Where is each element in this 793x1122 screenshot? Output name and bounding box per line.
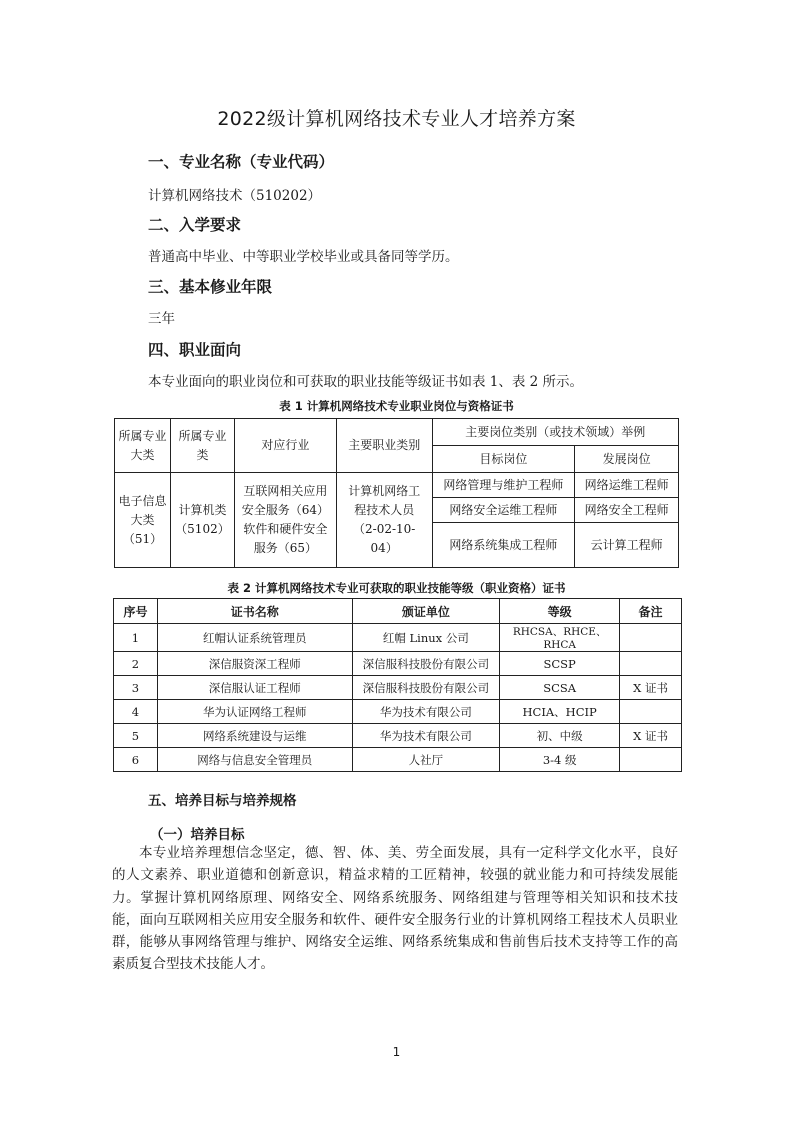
t2-cell: 人社厅 (352, 748, 500, 772)
t2-cell (620, 748, 682, 772)
t1-header-dev: 发展岗位 (575, 446, 679, 473)
t1-target-3: 网络系统集成工程师 (432, 523, 575, 568)
t2-cell: 深信服资深工程师 (157, 652, 352, 676)
section-3-heading: 三、基本修业年限 (148, 278, 273, 296)
t2-header-no: 序号 (114, 599, 158, 624)
t2-cell: 5 (114, 724, 158, 748)
t1-major-class: 计算机类（5102） (170, 473, 234, 568)
t1-dev-1: 网络运维工程师 (575, 473, 679, 498)
section-4-heading: 四、职业面向 (148, 341, 242, 359)
t2-cell: 深信服认证工程师 (157, 676, 352, 700)
t2-cell: 1 (114, 624, 158, 652)
t1-header-major-category: 所属专业大类 (115, 419, 171, 473)
t2-cell: 华为技术有限公司 (352, 700, 500, 724)
t2-cell: 红帽认证系统管理员 (157, 624, 352, 652)
table-row (114, 724, 682, 748)
t1-header-occupation: 主要职业类别 (336, 419, 432, 473)
table-row (114, 748, 682, 772)
t2-cell: 6 (114, 748, 158, 772)
table-row (114, 624, 682, 652)
t2-cell: 红帽 Linux 公司 (352, 624, 500, 652)
table-1-caption: 表 1 计算机网络技术专业职业岗位与资格证书 (279, 399, 514, 413)
t2-cell: 3 (114, 676, 158, 700)
page-number: 1 (392, 1045, 401, 1059)
t1-target-2: 网络安全运维工程师 (432, 498, 575, 523)
t2-header-issuer: 颁证单位 (352, 599, 500, 624)
t2-cell: 网络与信息安全管理员 (157, 748, 352, 772)
t2-cell (620, 700, 682, 724)
t2-cell: HCIA、HCIP (500, 700, 620, 724)
section-1-body: 计算机网络技术（510202） (148, 188, 322, 204)
table-2 (113, 598, 682, 772)
t2-cell: X 证书 (620, 724, 682, 748)
t1-dev-2: 网络安全工程师 (575, 498, 679, 523)
table-row (114, 652, 682, 676)
t2-cell (620, 624, 682, 652)
t2-cell: 4 (114, 700, 158, 724)
t2-cell: 3-4 级 (500, 748, 620, 772)
t1-major-category: 电子信息大类（51） (115, 473, 171, 568)
table-row (114, 700, 682, 724)
t2-cell: 深信服科技股份有限公司 (352, 676, 500, 700)
t2-cell: 华为技术有限公司 (352, 724, 500, 748)
section-5-heading: 五、培养目标与培养规格 (148, 793, 297, 809)
section-2-heading: 二、入学要求 (148, 216, 242, 234)
t2-header-level: 等级 (500, 599, 620, 624)
t1-target-1: 网络管理与维护工程师 (432, 473, 575, 498)
section-5-subheading: （一）培养目标 (150, 827, 245, 843)
t2-cell: 2 (114, 652, 158, 676)
section-4-body: 本专业面向的职业岗位和可获取的职业技能等级证书如表 1、表 2 所示。 (148, 374, 584, 390)
t1-dev-3: 云计算工程师 (575, 523, 679, 568)
t1-header-target: 目标岗位 (432, 446, 575, 473)
table-row (114, 676, 682, 700)
section-5-paragraph: 本专业培养理想信念坚定，德、智、体、美、劳全面发展，具有一定科学文化水平，良好的人文素养、职业道德和创新意识，精益求精的工匠精神，较强的就业能力和可持续发展能力。掌握计算机网络原理、网络安全、网络系统服务、网络组建与管理等相关知识和技术技能，面向互联网相关应用安全服务和软件、硬件安全服务行业的计算机网络工程技术人员职业群，能够从事网络管理与维护、网络安全运维、网络系统集成和售前售后技术支持等工作的高素质复合型技术技能人才。 (112, 845, 678, 973)
t2-cell: 初、中级 (500, 724, 620, 748)
t1-occupation: 计算机网络工程技术人员（2-02-10-04） (336, 473, 432, 568)
t2-header-note: 备注 (620, 599, 682, 624)
t2-cell: RHCSA、RHCE、RHCA (500, 624, 620, 652)
section-3-body: 三年 (148, 311, 175, 327)
t1-header-group: 主要岗位类别（或技术领域）举例 (432, 419, 678, 446)
table-1 (114, 418, 679, 568)
t1-industry: 互联网相关应用安全服务（64）软件和硬件安全服务（65） (234, 473, 336, 568)
t1-header-industry: 对应行业 (234, 419, 336, 473)
document-title: 2022级计算机网络技术专业人才培养方案 (217, 108, 576, 130)
t2-cell: 深信服科技股份有限公司 (352, 652, 500, 676)
t2-cell: 华为认证网络工程师 (157, 700, 352, 724)
section-2-body: 普通高中毕业、中等职业学校毕业或具备同等学历。 (148, 249, 459, 265)
t2-cell: 网络系统建设与运维 (157, 724, 352, 748)
t2-cell: SCSA (500, 676, 620, 700)
section-1-heading: 一、专业名称（专业代码） (148, 153, 335, 171)
t2-header-name: 证书名称 (157, 599, 352, 624)
t2-cell (620, 652, 682, 676)
t1-header-major-class: 所属专业类 (170, 419, 234, 473)
t2-cell: SCSP (500, 652, 620, 676)
table-2-caption: 表 2 计算机网络技术专业可获取的职业技能等级（职业资格）证书 (227, 581, 566, 595)
t2-cell: X 证书 (620, 676, 682, 700)
